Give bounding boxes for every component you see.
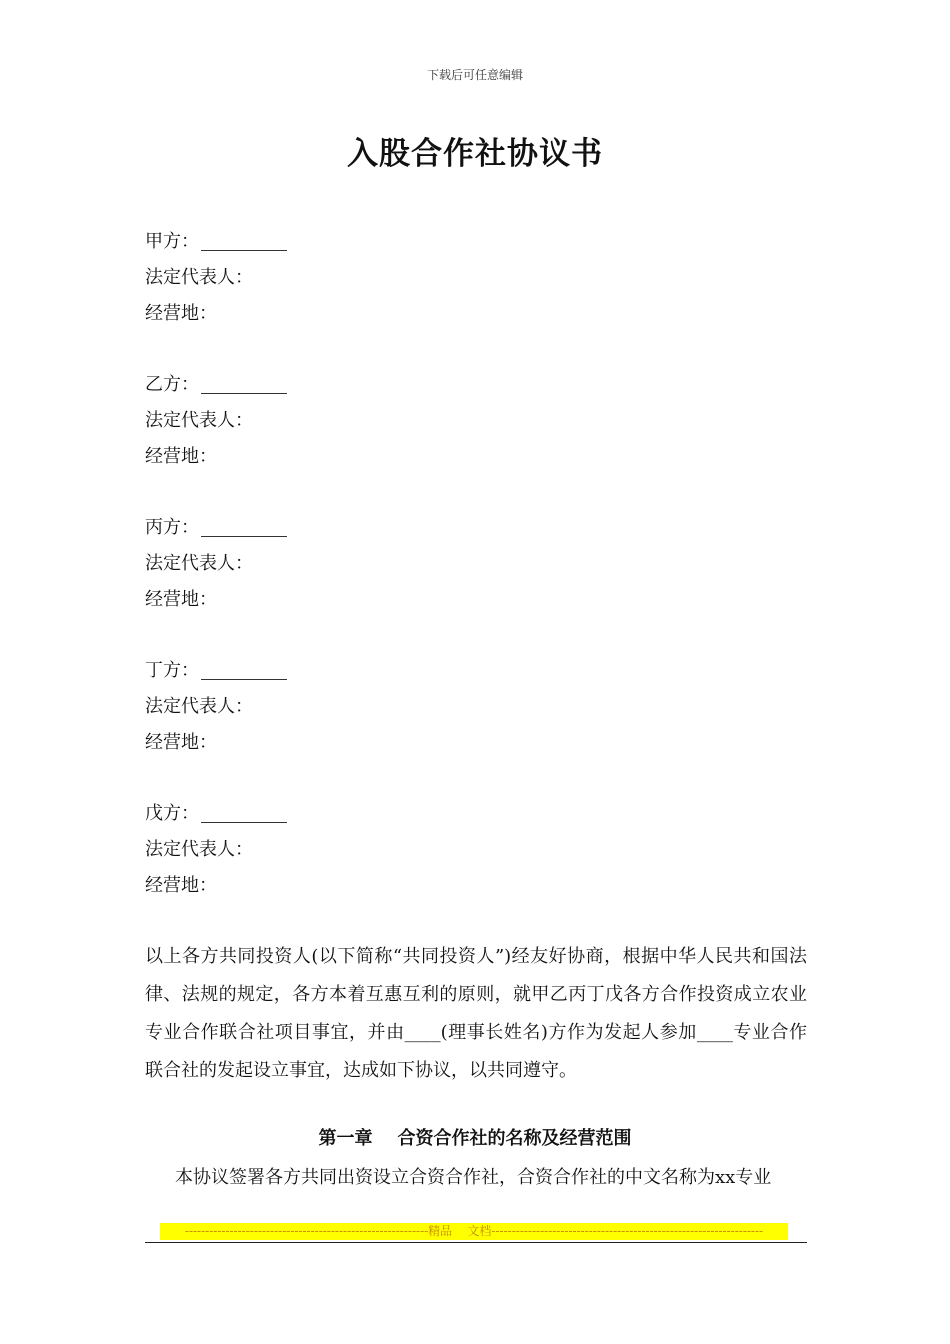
chapter-1-title: 第一章 合资合作社的名称及经营范围 bbox=[318, 1128, 632, 1149]
party-name-line bbox=[145, 796, 805, 832]
party-name-blank bbox=[201, 230, 287, 251]
party-label: 乙方： bbox=[145, 374, 199, 395]
party-name-line bbox=[145, 510, 805, 546]
party-name-blank bbox=[201, 659, 287, 680]
party-block-yi bbox=[145, 367, 805, 475]
document-title: 入股合作社协议书 bbox=[347, 136, 603, 172]
party-rep-line: 法定代表人： bbox=[145, 553, 253, 574]
party-address-line: 经营地： bbox=[145, 732, 217, 753]
party-rep-line: 法定代表人： bbox=[145, 410, 253, 431]
party-block-jia bbox=[145, 224, 805, 332]
party-address-line: 经营地： bbox=[145, 875, 217, 896]
party-block-ding bbox=[145, 653, 805, 761]
party-name-line bbox=[145, 653, 805, 689]
party-block-bing bbox=[145, 510, 805, 618]
party-address-line: 经营地： bbox=[145, 446, 217, 467]
party-label: 丙方： bbox=[145, 517, 199, 538]
party-rep-line: 法定代表人： bbox=[145, 839, 253, 860]
party-label: 丁方： bbox=[145, 660, 199, 681]
party-rep-line: 法定代表人： bbox=[145, 696, 253, 717]
party-address-line: 经营地： bbox=[145, 589, 217, 610]
intro-paragraph: 以上各方共同投资人(以下简称“共同投资人”)经友好协商，根据中华人民共和国法律、法规的规定，各方本着互惠互利的原则，就甲乙丙丁戊各方合作投资成立农业专业合作联合社项目事宜，并由____(理事长姓名)方作为发起人参加____专业合作联合社的发起设立事宜，达成如下协议，以共同遵守。 bbox=[145, 946, 807, 1081]
party-address-line: 经营地： bbox=[145, 303, 217, 324]
party-block-wu bbox=[145, 796, 805, 904]
party-name-blank bbox=[201, 802, 287, 823]
footer-banner: ------------------------------------------------------------精品 文档------------------------------------------------------------------- bbox=[160, 1223, 788, 1240]
party-name-blank bbox=[201, 516, 287, 537]
party-rep-line: 法定代表人： bbox=[145, 267, 253, 288]
party-name-blank bbox=[201, 373, 287, 394]
footer-divider bbox=[145, 1242, 807, 1243]
party-name-line bbox=[145, 367, 805, 403]
party-label: 戊方： bbox=[145, 803, 199, 824]
party-label: 甲方： bbox=[145, 231, 199, 252]
page-header-note: 下载后可任意编辑 bbox=[426, 68, 523, 82]
party-name-line bbox=[145, 224, 805, 260]
chapter-1-body: 本协议签署各方共同出资设立合资合作社，合资合作社的中文名称为xx专业 bbox=[175, 1167, 772, 1188]
